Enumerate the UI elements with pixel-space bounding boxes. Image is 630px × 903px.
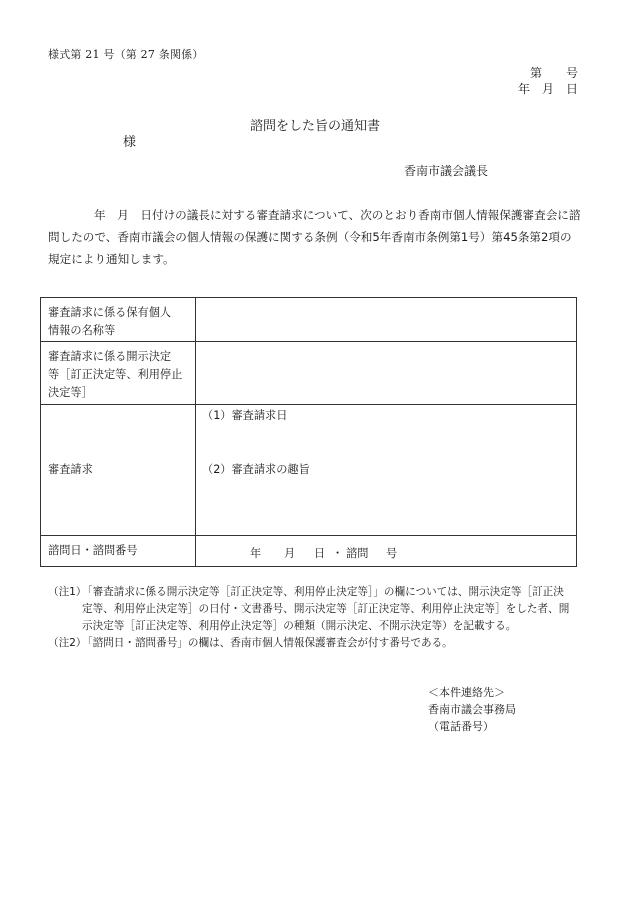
details-table <box>40 297 577 567</box>
body-line: 問したので、香南市議会の個人情報の保護に関する条例（令和5年香南市条例第1号）第45条第2項の <box>48 230 572 244</box>
table-row <box>41 405 577 536</box>
body-line: 規定により通知します。 <box>48 252 175 266</box>
value-consultation[interactable] <box>196 536 577 567</box>
table-row <box>41 536 577 567</box>
sender: 香南市議会議長 <box>404 164 489 178</box>
body-line: 年 月 日付けの議長に対する審査請求について、次のとおり香南市個人情報保護審査会に諮 <box>94 208 581 222</box>
table-row <box>41 298 577 342</box>
table-row <box>41 342 577 405</box>
notes <box>48 584 588 652</box>
note-2: （注2） 「諮問日・諮問番号」の欄は、香南市個人情報保護審査会が付す番号である。 <box>48 635 588 652</box>
review-request-date-label: （1）審査請求日 <box>202 409 288 422</box>
label-review-request: 審査請求 <box>41 405 196 536</box>
contact-heading: ＜本件連絡先＞ <box>428 686 505 699</box>
note-mark: （注2） <box>48 637 87 649</box>
value-review-request[interactable] <box>196 405 577 536</box>
contact-info <box>428 684 516 735</box>
document-number: 第 号 <box>529 66 578 80</box>
note-mark: （注1） <box>48 586 87 598</box>
addressee: 様 <box>123 135 137 150</box>
review-request-purpose-label: （2）審査請求の趣旨 <box>202 463 310 476</box>
label-consultation: 諮問日・諮問番号 <box>41 536 196 567</box>
contact-office: 香南市議会事務局 <box>428 703 516 716</box>
form-number: 様式第 21 号（第 27 条関係） <box>48 48 204 61</box>
value-retained-info[interactable] <box>196 298 577 342</box>
page-title: 諮問をした旨の通知書 <box>249 119 380 134</box>
contact-phone: （電話番号） <box>428 720 494 733</box>
label-retained-info: 審査請求に係る保有個人 情報の名称等 <box>41 298 196 342</box>
label-disclosure-decision: 審査請求に係る開示決定 等［訂正決定等、利用停止 決定等］ <box>41 342 196 405</box>
note-1: （注1） 「審査請求に係る開示決定等［訂正決定等、利用停止決定等］」の欄については、開示決定等［訂正決 定等、利用停止決定等］の日付・文書番号、開示決定等［訂正決定等、利用停止決定等］をした者、開 示決定等［訂正決定等、利用停止決定等］の種類（開示決定、不開示決定等）を記載する。 <box>48 586 570 632</box>
consultation-date-number: 年 月 日 ・ 諮問 号 <box>250 547 398 560</box>
value-disclosure-decision[interactable] <box>196 342 577 405</box>
document-date: 年 月 日 <box>517 82 578 96</box>
body-paragraph <box>48 204 588 270</box>
